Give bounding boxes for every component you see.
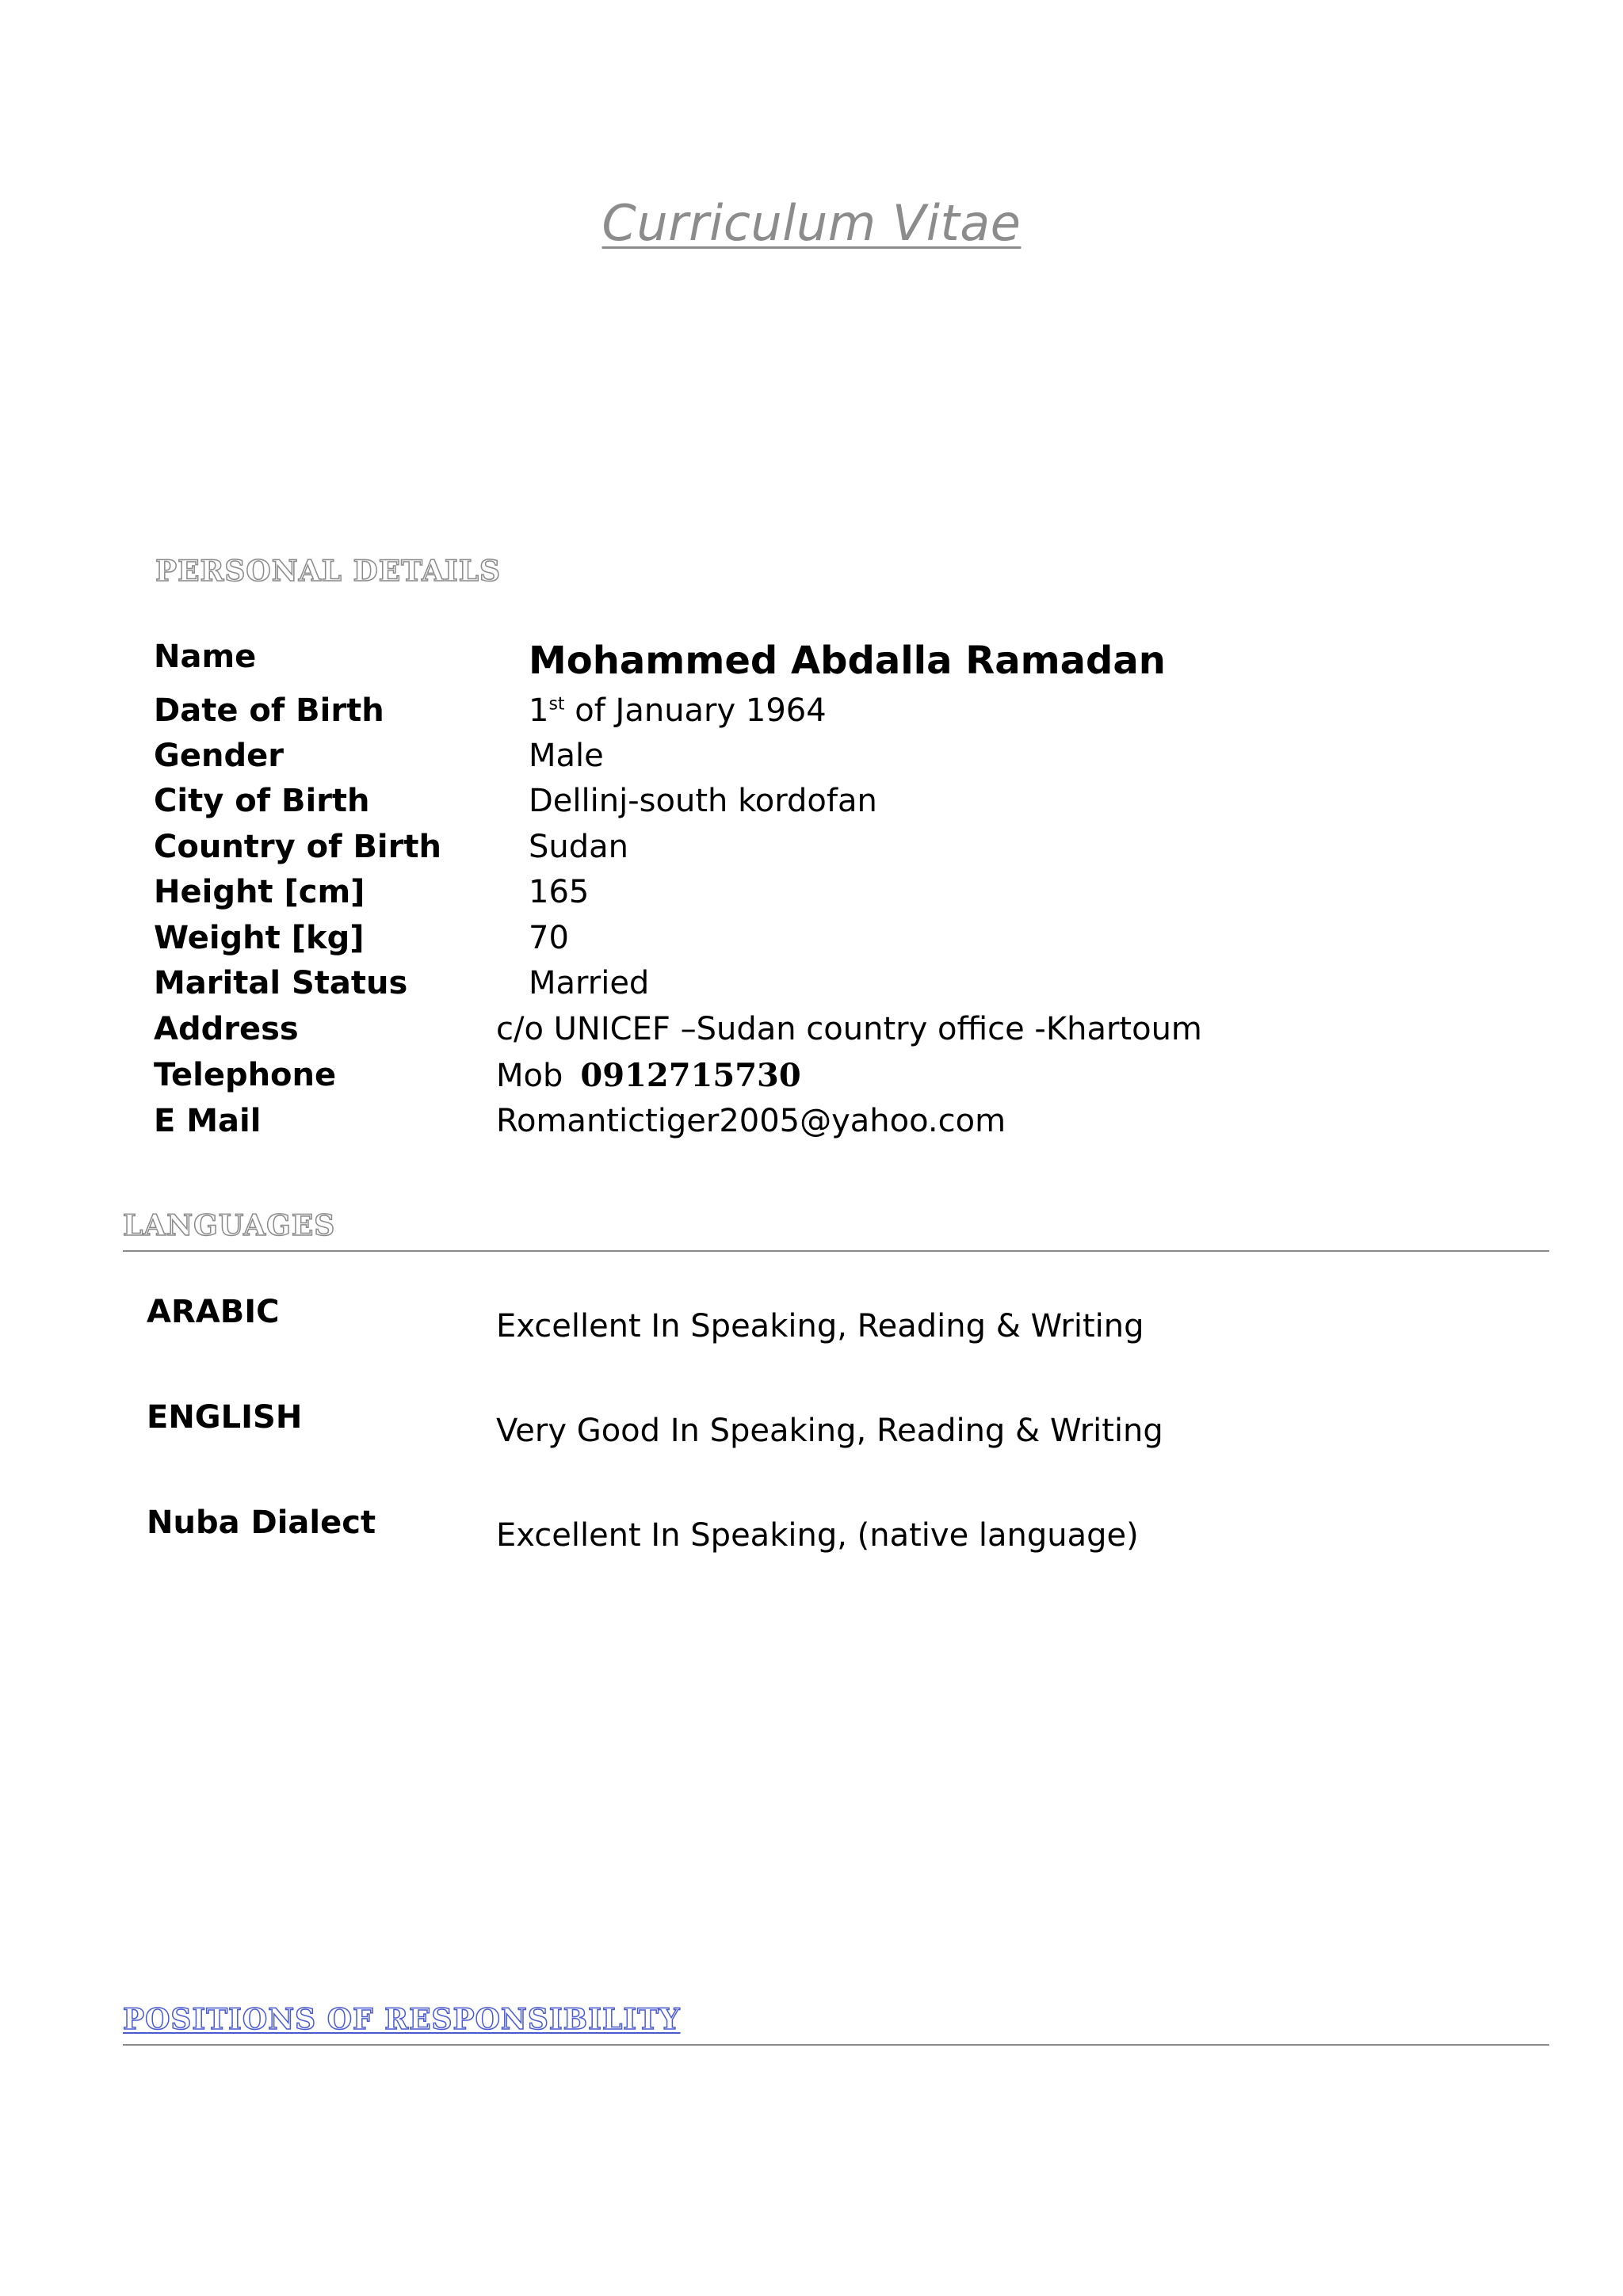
document-title: Curriculum Vitae xyxy=(601,194,1022,252)
telephone-number: 0912715730 xyxy=(580,1057,801,1094)
dob-ordinal-suffix: st xyxy=(548,694,565,715)
email-value: Romantictiger2005@yahoo.com xyxy=(496,1103,1006,1139)
language-nuba-level: Excellent In Speaking, (native language) xyxy=(496,1517,1139,1554)
city-of-birth-label: City of Birth xyxy=(154,783,370,819)
marital-status-value: Married xyxy=(529,965,650,1001)
weight-label: Weight [kg] xyxy=(154,920,365,956)
height-label: Height [cm] xyxy=(154,874,365,910)
languages-divider xyxy=(123,1250,1549,1252)
language-nuba-label: Nuba Dialect xyxy=(147,1505,376,1541)
name-value: Mohammed Abdalla Ramadan xyxy=(529,639,1166,683)
address-value: c/o UNICEF –Sudan country office -Khartoum xyxy=(496,1011,1202,1047)
language-arabic-level: Excellent In Speaking, Reading & Writing xyxy=(496,1308,1144,1344)
date-of-birth-label: Date of Birth xyxy=(154,692,384,729)
address-label: Address xyxy=(154,1011,299,1047)
country-of-birth-label: Country of Birth xyxy=(154,829,441,865)
weight-value: 70 xyxy=(529,920,569,956)
telephone-value xyxy=(496,1057,801,1094)
languages-heading: LANGUAGES xyxy=(123,1209,336,1242)
language-english-level: Very Good In Speaking, Reading & Writing xyxy=(496,1413,1163,1449)
email-label: E Mail xyxy=(154,1103,262,1139)
marital-status-label: Marital Status xyxy=(154,965,408,1001)
date-of-birth-value xyxy=(529,692,827,729)
dob-day: 1 xyxy=(529,692,549,729)
positions-divider xyxy=(123,2044,1549,2046)
language-english-label: ENGLISH xyxy=(147,1399,303,1436)
positions-heading: POSITIONS OF RESPONSIBILITY xyxy=(123,2003,681,2036)
gender-value: Male xyxy=(529,738,604,774)
language-arabic-label: ARABIC xyxy=(147,1294,280,1330)
personal-details-heading: PERSONAL DETAILS xyxy=(155,555,502,588)
dob-rest: of January 1964 xyxy=(564,692,827,729)
height-value: 165 xyxy=(529,874,590,910)
name-label: Name xyxy=(154,639,257,675)
city-of-birth-value: Dellinj-south kordofan xyxy=(529,783,877,819)
telephone-prefix: Mob xyxy=(496,1058,563,1094)
country-of-birth-value: Sudan xyxy=(529,829,628,865)
gender-label: Gender xyxy=(154,738,284,774)
telephone-label: Telephone xyxy=(154,1057,337,1093)
